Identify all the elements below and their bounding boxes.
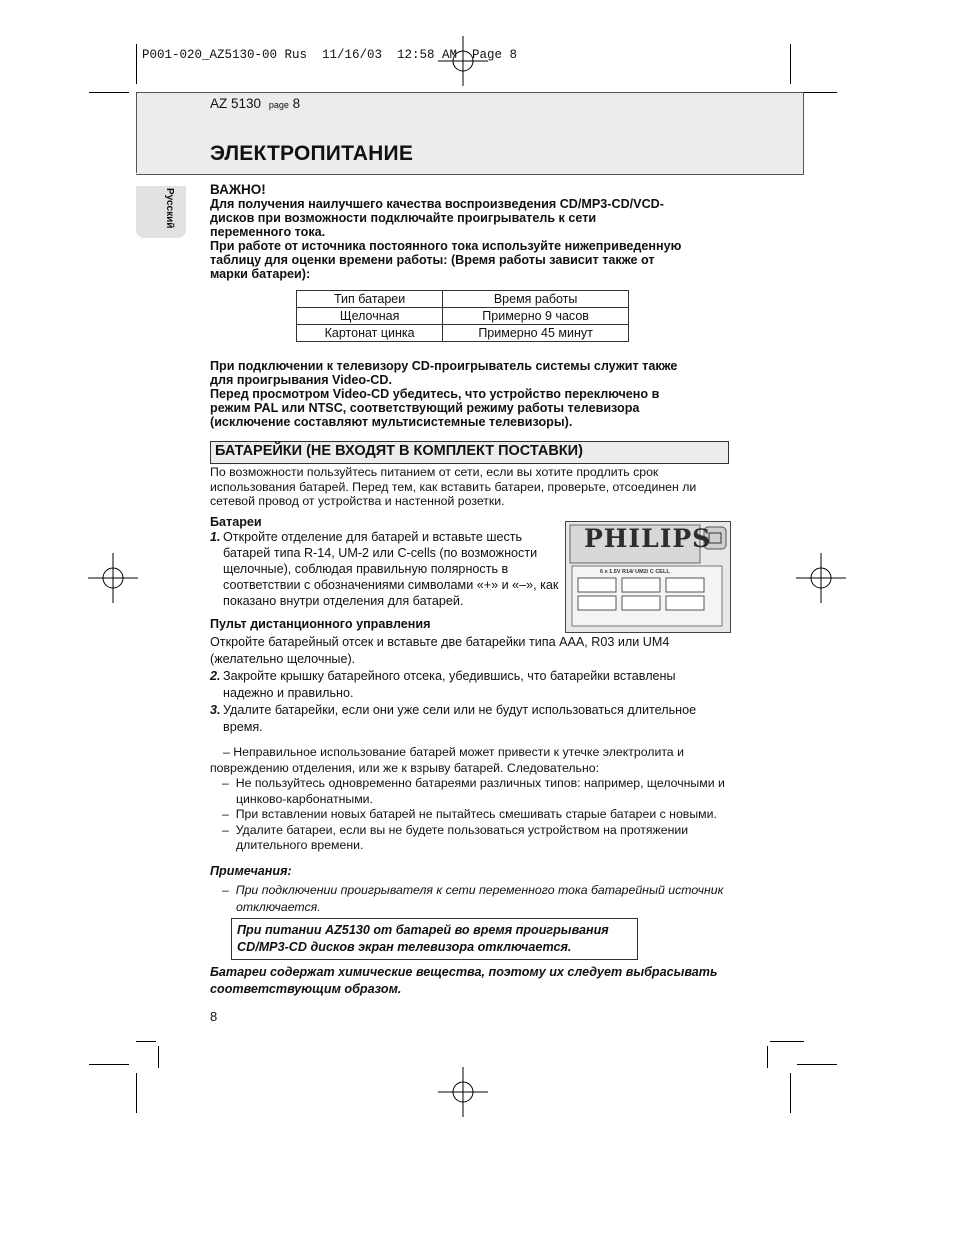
important-line: таблицу для оценки времени работы: (Время работы зависит также от [210,253,655,267]
battery-life-table [296,290,629,342]
note-text [222,882,742,916]
step-3 [210,702,735,736]
warning-line: повреждению отделения, или же к взрыву батарей. Следовательно: [210,760,600,775]
chemical-line: Батареи содержат химические вещества, поэтому их следует выбрасывать [210,965,718,979]
batteries-intro [210,465,735,509]
step-2 [210,668,735,702]
note-line: отключается. [236,900,321,914]
sub-heading-remote: Пульт дистанционного управления [210,617,431,631]
notes-heading: Примечания: [210,864,292,878]
important-line: марки батареи): [210,267,311,281]
important-line: дисков при возможности подключайте проигрыватель к сети [210,211,597,225]
important-line: При работе от источника постоянного тока используйте нижеприведенную [210,239,682,253]
remote-line: (желательно щелочные). [210,652,356,666]
table-header-row [297,291,629,308]
important-line: переменного тока. [210,225,326,239]
print-slug: P001-020_AZ5130-00 Rus 11/16/03 12:58 AM Page 8 [142,48,518,62]
warning-list [222,776,742,854]
step-line: батарей типа R-14, UM-2 или C-cells (по возможности [223,546,538,560]
model-name: AZ 5130 [210,96,262,111]
intro-line: По возможности пользуйтесь питанием от сети, если вы хотите продлить срок [210,465,659,479]
table-cell: Картонат цинка [297,325,443,342]
boxed-note-line: CD/MP3-CD дисков экран телевизора отключается. [237,940,572,954]
warning-line: – Неправильное использование батарей может привести к утечке электролита и [223,745,684,759]
tv-line: При подключении к телевизору CD-проигрыватель системы служит также [210,359,678,373]
language-tab [136,186,186,238]
list-item: – Не пользуйтесь одновременно батареями различных типов: например, щелочными и [222,776,725,790]
crop-mark [89,92,129,93]
step-line: Удалите батарейки, если они уже сели или не будут использоваться длительное [223,703,697,717]
tv-line: (исключение составляют мультисистемные телевизоры). [210,415,573,429]
tv-line: режим PAL или NTSC, соответствующий режиму работы телевизора [210,401,640,415]
step-line: надежно и правильно. [223,686,354,700]
list-item: – Удалите батареи, если вы не будете пользоваться устройством на протяжении [222,822,689,837]
chemical-warning [210,964,735,998]
important-line: Для получения наилучшего качества воспроизведения CD/MP3-CD/VCD- [210,197,664,211]
crop-mark [770,1041,804,1042]
table-cell: Щелочная [297,308,443,325]
crop-mark [158,1046,159,1068]
step-1 [210,529,560,609]
crop-mark [89,1064,129,1065]
step-number: 3. [210,703,221,717]
batteries-section-header [210,441,729,464]
table-row [297,325,629,342]
crop-mark [136,44,137,84]
page-title: ЭЛЕКТРОПИТАНИЕ [210,142,414,165]
tv-line: для проигрывания Video-CD. [210,373,392,387]
sub-heading-batteries: Батареи [210,515,262,529]
table-cell: Примерно 45 минут [443,325,629,342]
step-line: Откройте отделение для батарей и вставьте шесть [223,530,523,544]
list-item-continuation: длительного времени. [236,838,364,852]
boxed-note-line: При питании AZ5130 от батарей во время проигрывания [237,923,609,937]
table-header-cell: Время работы [443,291,629,308]
warning-text [210,745,740,776]
step-line: соответствии с обозначениями символами «+» и «–», как [223,578,559,592]
list-item-continuation: цинково-карбонатными. [236,791,373,806]
step-line: время. [223,720,263,734]
philips-logo: PHILIPS [584,524,712,553]
crop-mark [767,1046,768,1068]
crop-mark [136,1041,156,1042]
step-line: щелочные), соблюдая правильную полярность в [223,562,509,576]
step-number: 1. [210,530,221,544]
batteries-section-title: БАТАРЕЙКИ (НЕ ВХОДЯТ В КОМПЛЕКТ ПОСТАВКИ) [215,443,583,459]
model-line [210,96,300,111]
crop-mark [136,1073,137,1113]
chemical-line: соответствующим образом. [210,982,402,996]
tv-connection-text [210,359,735,429]
remote-text [210,634,735,668]
page-number: 8 [292,96,301,111]
table-header-cell: Тип батареи [297,291,443,308]
footer-page-number: 8 [210,1009,218,1024]
important-heading: ВАЖНО! [210,182,266,197]
language-tab-label: Русский [164,188,175,229]
boxed-note [231,918,638,960]
table-row [297,308,629,325]
intro-line: сетевой провод от устройства и настенной розетки. [210,494,505,509]
note-line: – При подключении проигрывателя к сети переменного тока батарейный источник [222,883,724,897]
page-label: page [268,100,289,110]
table-cell: Примерно 9 часов [443,308,629,325]
step-line: Закройте крышку батарейного отсека, убедившись, что батарейки вставлены [223,669,676,683]
battery-compartment-photo [565,521,731,633]
header-divider [136,92,137,173]
intro-line: использования батарей. Перед тем, как вставить батареи, проверьте, отсоединен ли [210,479,697,494]
registration-mark-bottom [438,1067,488,1117]
crop-mark [797,1064,837,1065]
crop-mark [790,44,791,84]
registration-mark-left [88,553,138,603]
step-number: 2. [210,669,221,683]
important-text [210,197,735,281]
registration-mark-right [796,553,846,603]
crop-mark [790,1073,791,1113]
remote-line: Откройте батарейный отсек и вставьте две батарейки типа AAA, R03 или UM4 [210,635,670,649]
step-line: показано внутри отделения для батарей. [223,594,464,608]
tv-line: Перед просмотром Video-CD убедитесь, что устройство переключено в [210,387,660,401]
list-item: – При вставлении новых батарей не пытайтесь смешивать старые батареи с новыми. [222,807,717,821]
compartment-label: 6 x 1.5V R14/ UM2/ C CELL [600,569,670,575]
